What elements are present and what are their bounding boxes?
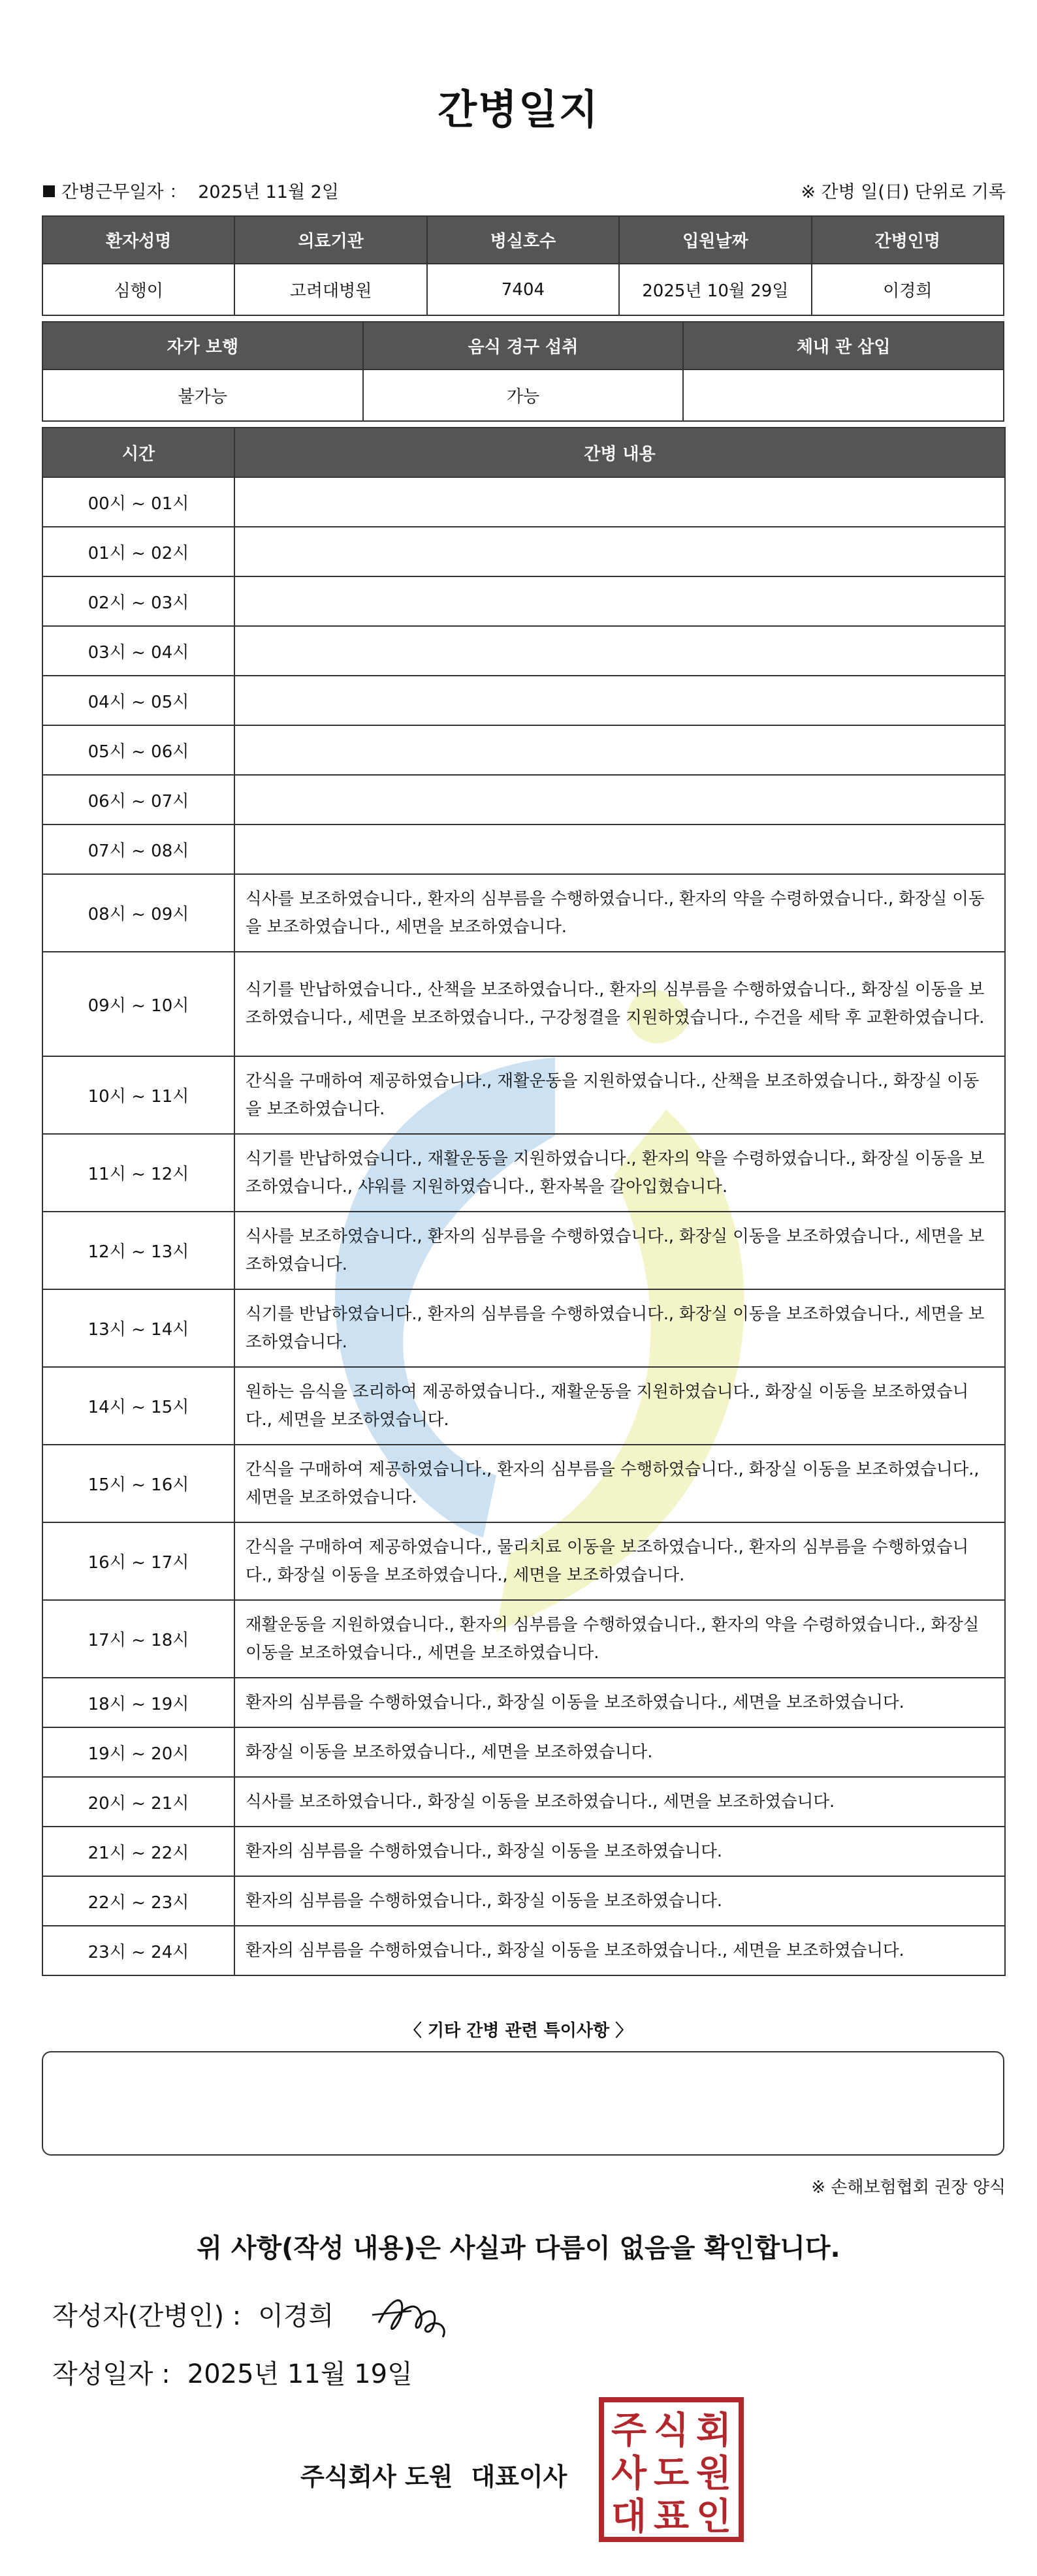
svg-text:대: 대 — [611, 2496, 647, 2538]
table-row — [42, 1600, 1005, 1678]
svg-text:표: 표 — [653, 2496, 690, 2538]
table-row — [42, 1445, 1005, 1522]
caregiver-name: 이경희 — [812, 264, 1004, 315]
content-cell: 간식을 구매하여 제공하였습니다., 환자의 심부름을 수행하였습니다., 화장실 이동을 보조하였습니다., 세면을 보조하였습니다. — [234, 1445, 1005, 1522]
content-cell: 식기를 반납하였습니다., 산책을 보조하였습니다., 환자의 심부름을 수행하였습니다., 화장실 이동을 보조하였습니다., 세면을 보조하였습니다., 구강청결을 지원하였습니다., 수건을 세탁 후 교환하였습니다. — [234, 952, 1005, 1056]
recommend-note: ※ 손해보험협회 권장 양식 — [811, 2178, 1006, 2197]
tube-insertion-value — [683, 369, 1004, 421]
time-cell: 00시 ~ 01시 — [42, 477, 234, 527]
table-row — [42, 874, 1005, 952]
table-row — [42, 825, 1005, 874]
table-row — [42, 1727, 1005, 1777]
svg-text:회: 회 — [695, 2410, 732, 2452]
work-date-line — [43, 178, 339, 203]
table-row — [42, 1926, 1005, 1975]
company-seal-stamp — [598, 2396, 745, 2543]
content-cell: 간식을 구매하여 제공하였습니다., 재활운동을 지원하였습니다., 산책을 보조하였습니다., 화장실 이동을 보조하였습니다. — [234, 1056, 1005, 1134]
oral-intake-value: 가능 — [363, 369, 684, 421]
writer-label: 작성자(간병인) : — [52, 2301, 242, 2331]
svg-text:인: 인 — [695, 2496, 732, 2538]
content-cell — [234, 825, 1005, 874]
time-cell: 07시 ~ 08시 — [42, 825, 234, 874]
content-cell: 환자의 심부름을 수행하였습니다., 화장실 이동을 보조하였습니다., 세면을 보조하였습니다. — [234, 1678, 1005, 1727]
content-cell: 식기를 반납하였습니다., 재활운동을 지원하였습니다., 환자의 약을 수령하였습니다., 화장실 이동을 보조하였습니다., 샤워를 지원하였습니다., 환자복을 갈아입혔습니다. — [234, 1134, 1005, 1212]
time-cell: 22시 ~ 23시 — [42, 1876, 234, 1926]
content-cell: 환자의 심부름을 수행하였습니다., 화장실 이동을 보조하였습니다. — [234, 1827, 1005, 1876]
table-row — [42, 1367, 1005, 1445]
header-time: 시간 — [42, 428, 234, 477]
unit-note: ※ 간병 일(日) 단위로 기록 — [801, 182, 1006, 202]
content-cell: 재활운동을 지원하였습니다., 환자의 심부름을 수행하였습니다., 환자의 약을 수령하였습니다., 화장실 이동을 보조하였습니다., 세면을 보조하였습니다. — [234, 1600, 1005, 1678]
confirmation-statement: 위 사항(작성 내용)은 사실과 다름이 없음을 확인합니다. — [197, 2233, 840, 2263]
table-row — [42, 952, 1005, 1056]
content-cell: 화장실 이동을 보조하였습니다., 세면을 보조하였습니다. — [234, 1727, 1005, 1777]
status-value-row — [42, 369, 1004, 421]
time-cell: 09시 ~ 10시 — [42, 952, 234, 1056]
svg-text:사: 사 — [611, 2453, 647, 2495]
time-cell: 03시 ~ 04시 — [42, 626, 234, 676]
content-cell — [234, 576, 1005, 626]
signature-image — [366, 2284, 457, 2349]
time-cell: 20시 ~ 21시 — [42, 1777, 234, 1827]
content-cell: 식사를 보조하였습니다., 환자의 심부름을 수행하였습니다., 환자의 약을 수령하였습니다., 화장실 이동을 보조하였습니다., 세면을 보조하였습니다. — [234, 874, 1005, 952]
status-header-row — [42, 322, 1004, 369]
svg-text:식: 식 — [653, 2410, 690, 2452]
document-title: 간병일지 — [438, 86, 599, 133]
table-row — [42, 725, 1005, 775]
table-row — [42, 1056, 1005, 1134]
table-row — [42, 626, 1005, 676]
time-cell: 16시 ~ 17시 — [42, 1522, 234, 1600]
table-row — [42, 1212, 1005, 1289]
header-oral-intake: 음식 경구 섭취 — [363, 322, 684, 369]
table-row — [42, 477, 1005, 527]
table-row — [42, 527, 1005, 576]
table-row — [42, 1522, 1005, 1600]
work-date-label: 간병근무일자 ： — [61, 182, 187, 202]
time-cell: 05시 ~ 06시 — [42, 725, 234, 775]
table-row — [42, 676, 1005, 725]
content-cell: 원하는 음식을 조리하여 제공하였습니다., 재활운동을 지원하였습니다., 화장실 이동을 보조하였습니다., 세면을 보조하였습니다. — [234, 1367, 1005, 1445]
content-cell: 간식을 구매하여 제공하였습니다., 물리치료 이동을 보조하였습니다., 환자의 심부름을 수행하였습니다., 화장실 이동을 보조하였습니다., 세면을 보조하였습니다. — [234, 1522, 1005, 1600]
patient-info-table — [42, 215, 1004, 316]
time-cell: 10시 ~ 11시 — [42, 1056, 234, 1134]
content-cell — [234, 477, 1005, 527]
admission-date: 2025년 10월 29일 — [619, 264, 811, 315]
writer-name: 이경희 — [258, 2301, 334, 2331]
self-walking-value: 불가능 — [42, 369, 363, 421]
time-cell: 04시 ~ 05시 — [42, 676, 234, 725]
company-name: 주식회사 도원 — [300, 2462, 453, 2491]
time-cell: 21시 ~ 22시 — [42, 1827, 234, 1876]
table-row — [42, 775, 1005, 825]
content-cell: 환자의 심부름을 수행하였습니다., 화장실 이동을 보조하였습니다., 세면을 보조하였습니다. — [234, 1926, 1005, 1975]
svg-text:원: 원 — [695, 2453, 732, 2495]
svg-text:주: 주 — [611, 2410, 647, 2452]
time-cell: 06시 ~ 07시 — [42, 775, 234, 825]
table-row — [42, 1678, 1005, 1727]
special-notes-title: 〈 기타 간병 관련 특이사항 〉 — [404, 2021, 633, 2041]
table-row — [42, 1876, 1005, 1926]
time-cell: 19시 ~ 20시 — [42, 1727, 234, 1777]
patient-status-table — [42, 321, 1004, 422]
table-row — [42, 1289, 1005, 1367]
write-date-label: 작성일자 : — [52, 2359, 170, 2389]
log-header-row — [42, 428, 1005, 477]
time-cell: 15시 ~ 16시 — [42, 1445, 234, 1522]
content-cell: 환자의 심부름을 수행하였습니다., 화장실 이동을 보조하였습니다. — [234, 1876, 1005, 1926]
company-line — [300, 2457, 567, 2492]
content-cell — [234, 725, 1005, 775]
time-cell: 02시 ~ 03시 — [42, 576, 234, 626]
content-cell — [234, 676, 1005, 725]
time-cell: 23시 ~ 24시 — [42, 1926, 234, 1975]
room-number: 7404 — [427, 264, 619, 315]
svg-text:도: 도 — [653, 2453, 690, 2495]
time-cell: 17시 ~ 18시 — [42, 1600, 234, 1678]
write-date-line — [52, 2353, 413, 2391]
table-row — [42, 1134, 1005, 1212]
header-tube-insertion: 체내 관 삽입 — [683, 322, 1004, 369]
content-cell — [234, 527, 1005, 576]
header-patient-name: 환자성명 — [42, 216, 234, 264]
content-cell: 식기를 반납하였습니다., 환자의 심부름을 수행하였습니다., 화장실 이동을 보조하였습니다., 세면을 보조하였습니다. — [234, 1289, 1005, 1367]
header-room: 병실호수 — [427, 216, 619, 264]
writer-line — [52, 2295, 334, 2333]
header-admission-date: 입원날짜 — [619, 216, 811, 264]
time-cell: 08시 ~ 09시 — [42, 874, 234, 952]
content-cell — [234, 775, 1005, 825]
care-log-table — [42, 427, 1006, 1976]
time-cell: 11시 ~ 12시 — [42, 1134, 234, 1212]
content-cell: 식사를 보조하였습니다., 환자의 심부름을 수행하였습니다., 화장실 이동을 보조하였습니다., 세면을 보조하였습니다. — [234, 1212, 1005, 1289]
patient-header-row — [42, 216, 1004, 264]
header-hospital: 의료기관 — [234, 216, 426, 264]
time-cell: 13시 ~ 14시 — [42, 1289, 234, 1367]
header-self-walking: 자가 보행 — [42, 322, 363, 369]
write-date-value: 2025년 11월 19일 — [187, 2359, 413, 2389]
header-care-content: 간병 내용 — [234, 428, 1005, 477]
special-notes-box — [42, 2051, 1004, 2156]
time-cell: 01시 ~ 02시 — [42, 527, 234, 576]
content-cell: 식사를 보조하였습니다., 화장실 이동을 보조하였습니다., 세면을 보조하였습니다. — [234, 1777, 1005, 1827]
patient-name: 심행이 — [42, 264, 234, 315]
time-cell: 14시 ~ 15시 — [42, 1367, 234, 1445]
hospital-name: 고려대병원 — [234, 264, 426, 315]
table-row — [42, 576, 1005, 626]
square-bullet-icon — [43, 185, 55, 197]
table-row — [42, 1827, 1005, 1876]
patient-value-row — [42, 264, 1004, 315]
time-cell: 18시 ~ 19시 — [42, 1678, 234, 1727]
work-date-value: 2025년 11월 2일 — [198, 182, 339, 202]
table-row — [42, 1777, 1005, 1827]
content-cell — [234, 626, 1005, 676]
header-caregiver: 간병인명 — [812, 216, 1004, 264]
time-cell: 12시 ~ 13시 — [42, 1212, 234, 1289]
company-role: 대표이사 — [471, 2462, 567, 2491]
